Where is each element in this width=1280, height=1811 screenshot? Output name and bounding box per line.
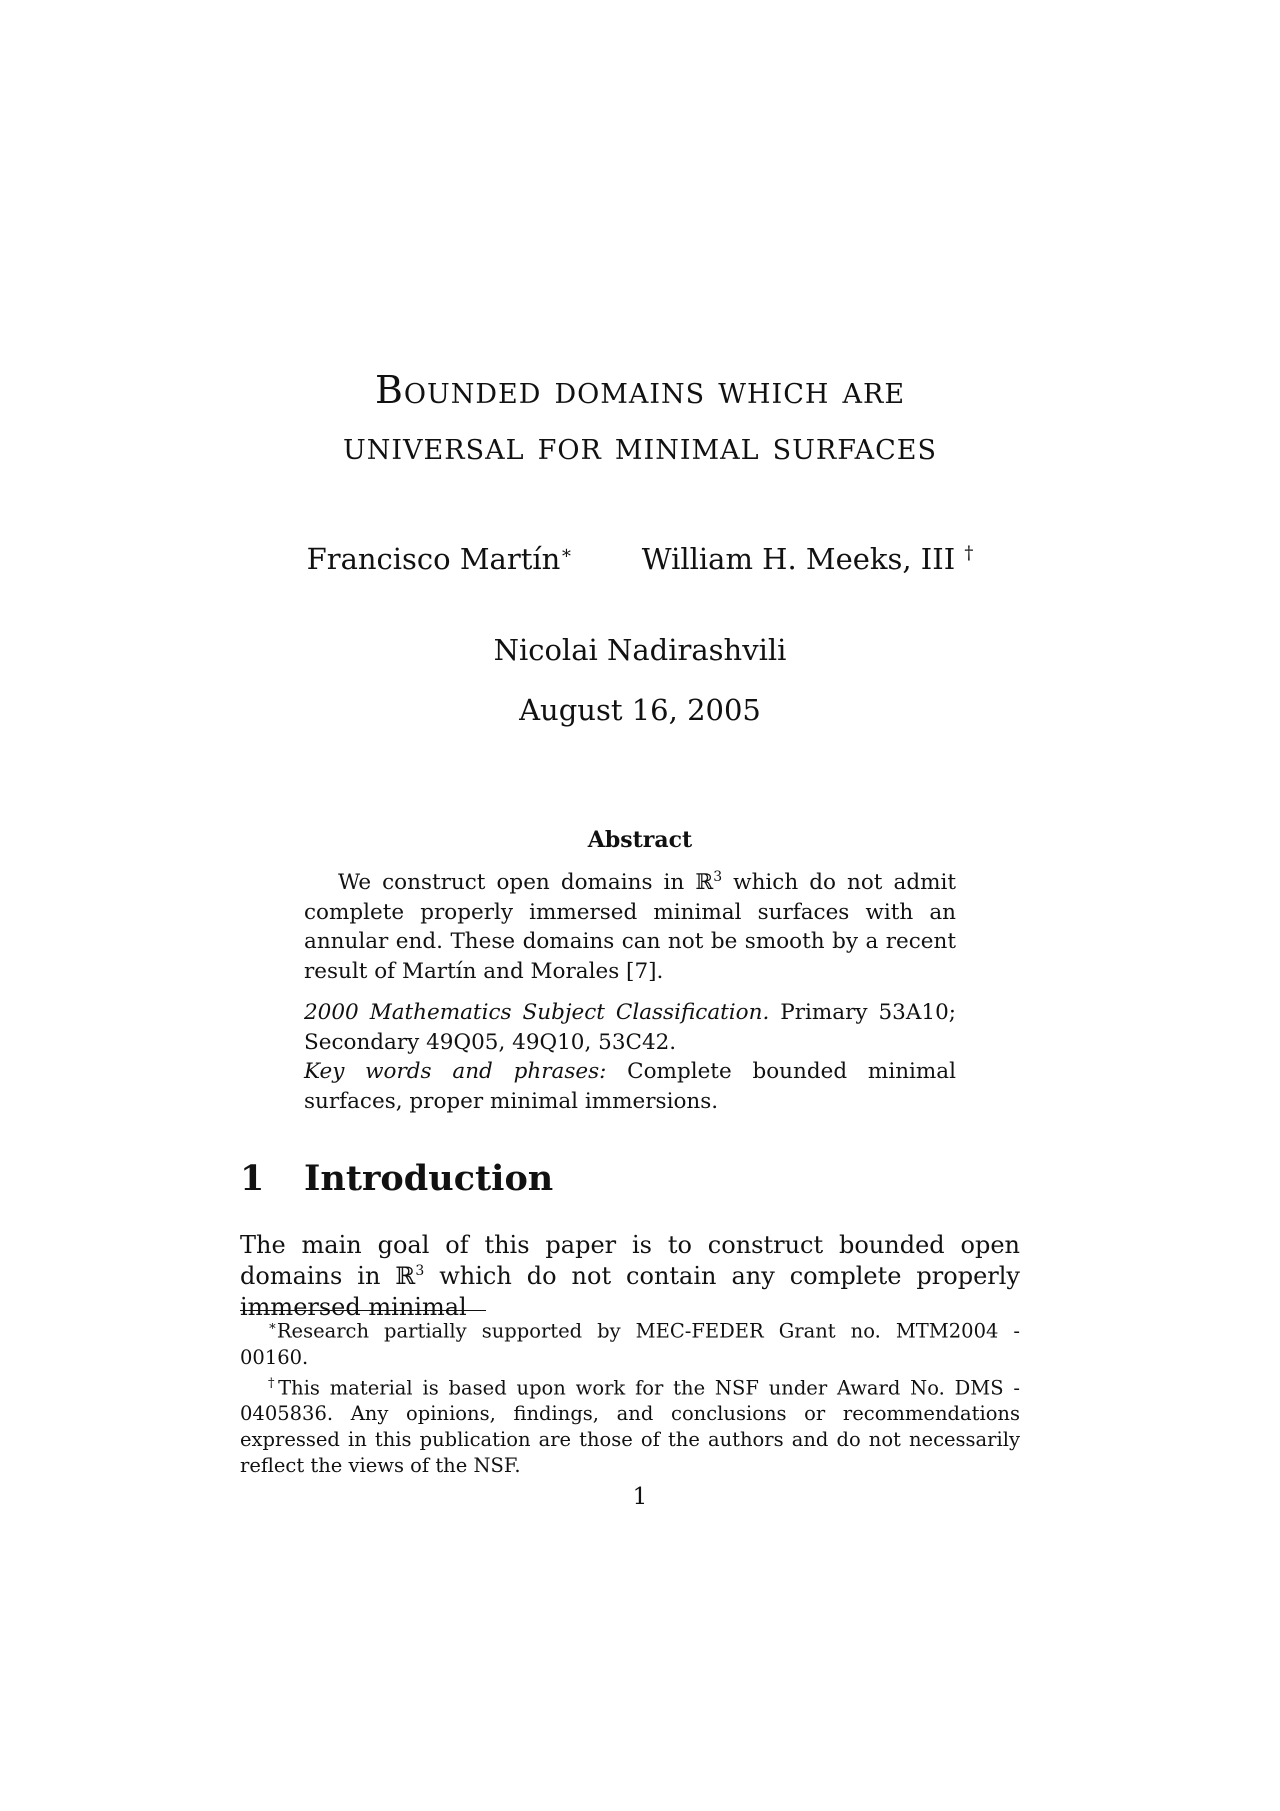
abstract-text-part: which do not admit complete properly immersed minimal surfaces with an annular end. These domains can not be smooth by a recent result of Martín and Morales [7]. bbox=[304, 870, 956, 984]
section-title: Introduction bbox=[304, 1158, 554, 1199]
body-text-part: The main goal of this paper is to construct bounded open domains in ℝ bbox=[240, 1231, 1020, 1290]
msc-classification bbox=[304, 998, 956, 1057]
msc-label: 2000 Mathematics Subject Classification. bbox=[304, 1000, 770, 1025]
body-text-part: which do not contain any complete properly immersed minimal bbox=[240, 1262, 1020, 1321]
author-footnote-mark: † bbox=[964, 542, 974, 564]
paper-title-line-1: Bounded domains which are bbox=[374, 368, 906, 412]
abstract-text-part: We construct open domains in ℝ bbox=[338, 870, 714, 895]
footnote-2 bbox=[240, 1371, 1020, 1480]
keywords-text: Complete bounded minimal surfaces, proper minimal immersions. bbox=[304, 1059, 956, 1114]
page-number: 1 bbox=[632, 1484, 648, 1510]
footnote-text: Research partially supported by MEC-FEDER Grant no. MTM2004 - 00160. bbox=[240, 1319, 1020, 1369]
footnote-mark: † bbox=[268, 1375, 279, 1391]
author-footnote-mark: ∗ bbox=[560, 542, 573, 564]
section-heading bbox=[240, 1158, 553, 1199]
paper-title-line-2: universal for minimal surfaces bbox=[343, 424, 937, 468]
section-number: 1 bbox=[240, 1158, 265, 1199]
footnote-rule bbox=[240, 1310, 486, 1311]
footnote-1 bbox=[240, 1314, 1020, 1371]
footnote-text: This material is based upon work for the NSF under Award No. DMS - 0405836. Any opinions, findings, and conclusions or recommendations expressed in this publication are those of the authors and do not necessarily reflect the views of the NSF. bbox=[240, 1376, 1020, 1477]
superscript: 3 bbox=[713, 868, 723, 885]
msc-text: Primary 53A10; Secondary 49Q05, 49Q10, 53C42. bbox=[304, 1000, 956, 1055]
superscript: 3 bbox=[415, 1263, 425, 1279]
abstract-heading: Abstract bbox=[587, 827, 693, 853]
authors-row bbox=[0, 542, 1280, 576]
abstract-text bbox=[304, 868, 956, 986]
author-name: Francisco Martín bbox=[306, 542, 561, 576]
keywords bbox=[304, 1057, 956, 1116]
author-nadirashvili: Nicolai Nadirashvili bbox=[493, 633, 787, 667]
paper-date: August 16, 2005 bbox=[519, 693, 761, 727]
author-meeks bbox=[642, 542, 974, 576]
author-martin bbox=[307, 542, 573, 576]
keywords-label: Key words and phrases: bbox=[304, 1059, 607, 1084]
footnotes bbox=[240, 1314, 1020, 1479]
footnote-mark: ∗ bbox=[268, 1319, 277, 1334]
author-name: William H. Meeks, III bbox=[641, 542, 956, 576]
